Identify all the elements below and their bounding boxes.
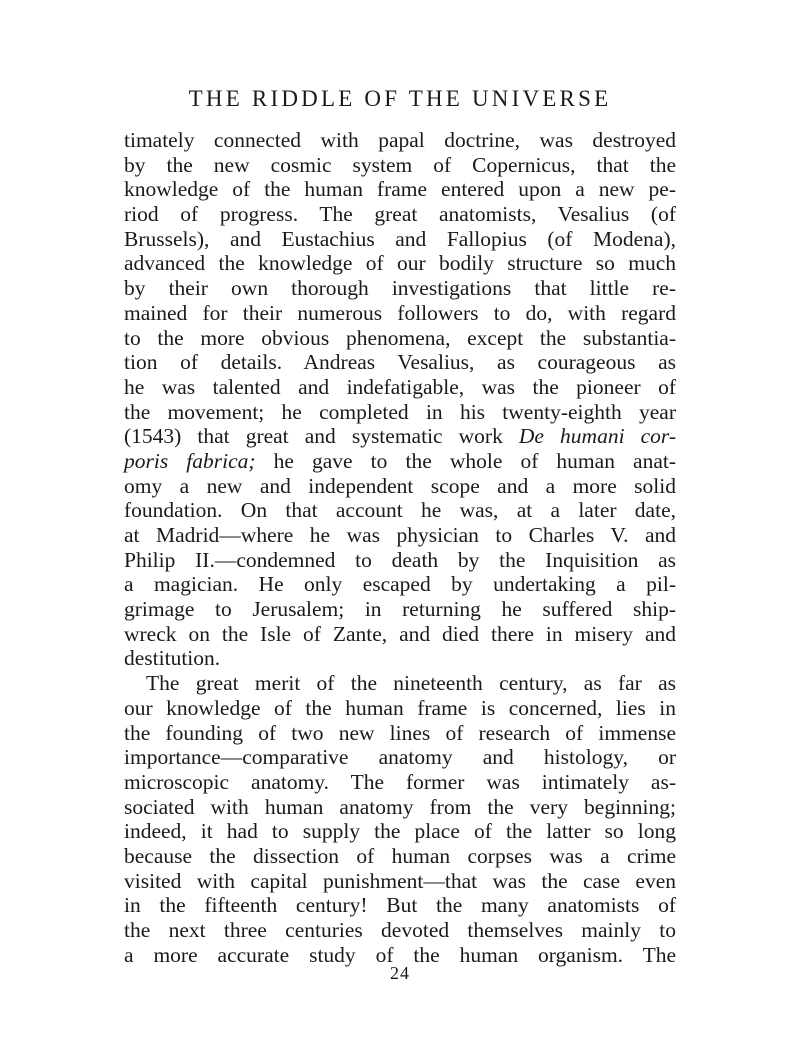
text-line: our knowledge of the human frame is concerned, lies in [124, 695, 676, 720]
text-line: the founding of two new lines of research of immense [124, 720, 676, 745]
text-line: a more accurate study of the human organism. The [124, 942, 676, 967]
text-line: importance—comparative anatomy and histology, or [124, 745, 676, 770]
text-line: grimage to Jerusalem; in returning he suffered ship- [124, 597, 676, 622]
text-line [124, 449, 676, 474]
text-run: (1543) that great and systematic work [124, 424, 519, 449]
paragraph-1 [124, 128, 676, 671]
text-line: riod of progress. The great anatomists, Vesalius (of [124, 202, 676, 227]
text-line: he was talented and indefatigable, was the pioneer of [124, 374, 676, 399]
text-line: foundation. On that account he was, at a later date, [124, 498, 676, 523]
running-head-title: THE RIDDLE OF THE UNIVERSE [188, 86, 612, 111]
text-line: sociated with human anatomy from the very beginning; [124, 794, 676, 819]
text-line: wreck on the Isle of Zante, and died there in misery and [124, 621, 676, 646]
text-line [124, 424, 676, 449]
text-line: by their own thorough investigations that little re- [124, 276, 676, 301]
text-line: knowledge of the human frame entered upon a new pe- [124, 177, 676, 202]
text-line: Brussels), and Eustachius and Fallopius (of Modena), [124, 226, 676, 251]
text-line: destitution. [124, 646, 221, 671]
italic-book-title: poris fabrica; [124, 448, 256, 473]
text-line: advanced the knowledge of our bodily structure so much [124, 251, 676, 276]
italic-book-title: De humani cor- [518, 424, 676, 449]
text-line: the movement; he completed in his twenty-eighth year [124, 399, 676, 424]
text-line: Philip II.—condemned to death by the Inquisition as [124, 547, 676, 572]
text-line: the next three centuries devoted themselves mainly to [124, 918, 676, 942]
text-line: because the dissection of human corpses was a crime [124, 843, 676, 868]
text-line: mained for their numerous followers to do, with regard [124, 300, 676, 325]
text-line: in the fifteenth century! But the many anatomists of [124, 893, 676, 918]
page-number: 24 [390, 963, 410, 983]
text-line: a magician. He only escaped by undertaking a pil- [124, 572, 676, 597]
paragraph-2 [124, 671, 676, 967]
text-line: at Madrid—where he was physician to Charles V. and [124, 523, 676, 547]
text-line: timately connected with papal doctrine, was destroyed [124, 128, 676, 152]
text-line: indeed, it had to supply the place of the latter so long [124, 819, 676, 844]
text-line: tion of details. Andreas Vesalius, as courageous as [124, 350, 676, 375]
text-line: omy a new and independent scope and a more solid [124, 473, 676, 498]
text-line: microscopic anatomy. The former was intimately as- [124, 769, 676, 794]
text-line: by the new cosmic system of Copernicus, that the [124, 152, 676, 177]
text-run: he gave to the whole of human anat- [255, 448, 676, 473]
text-line: to the more obvious phenomena, except the substantia- [124, 325, 676, 350]
text-line: visited with capital punishment—that was the case even [124, 868, 676, 893]
body-text [124, 128, 676, 967]
text-line: The great merit of the nineteenth century, as far as [146, 671, 676, 696]
